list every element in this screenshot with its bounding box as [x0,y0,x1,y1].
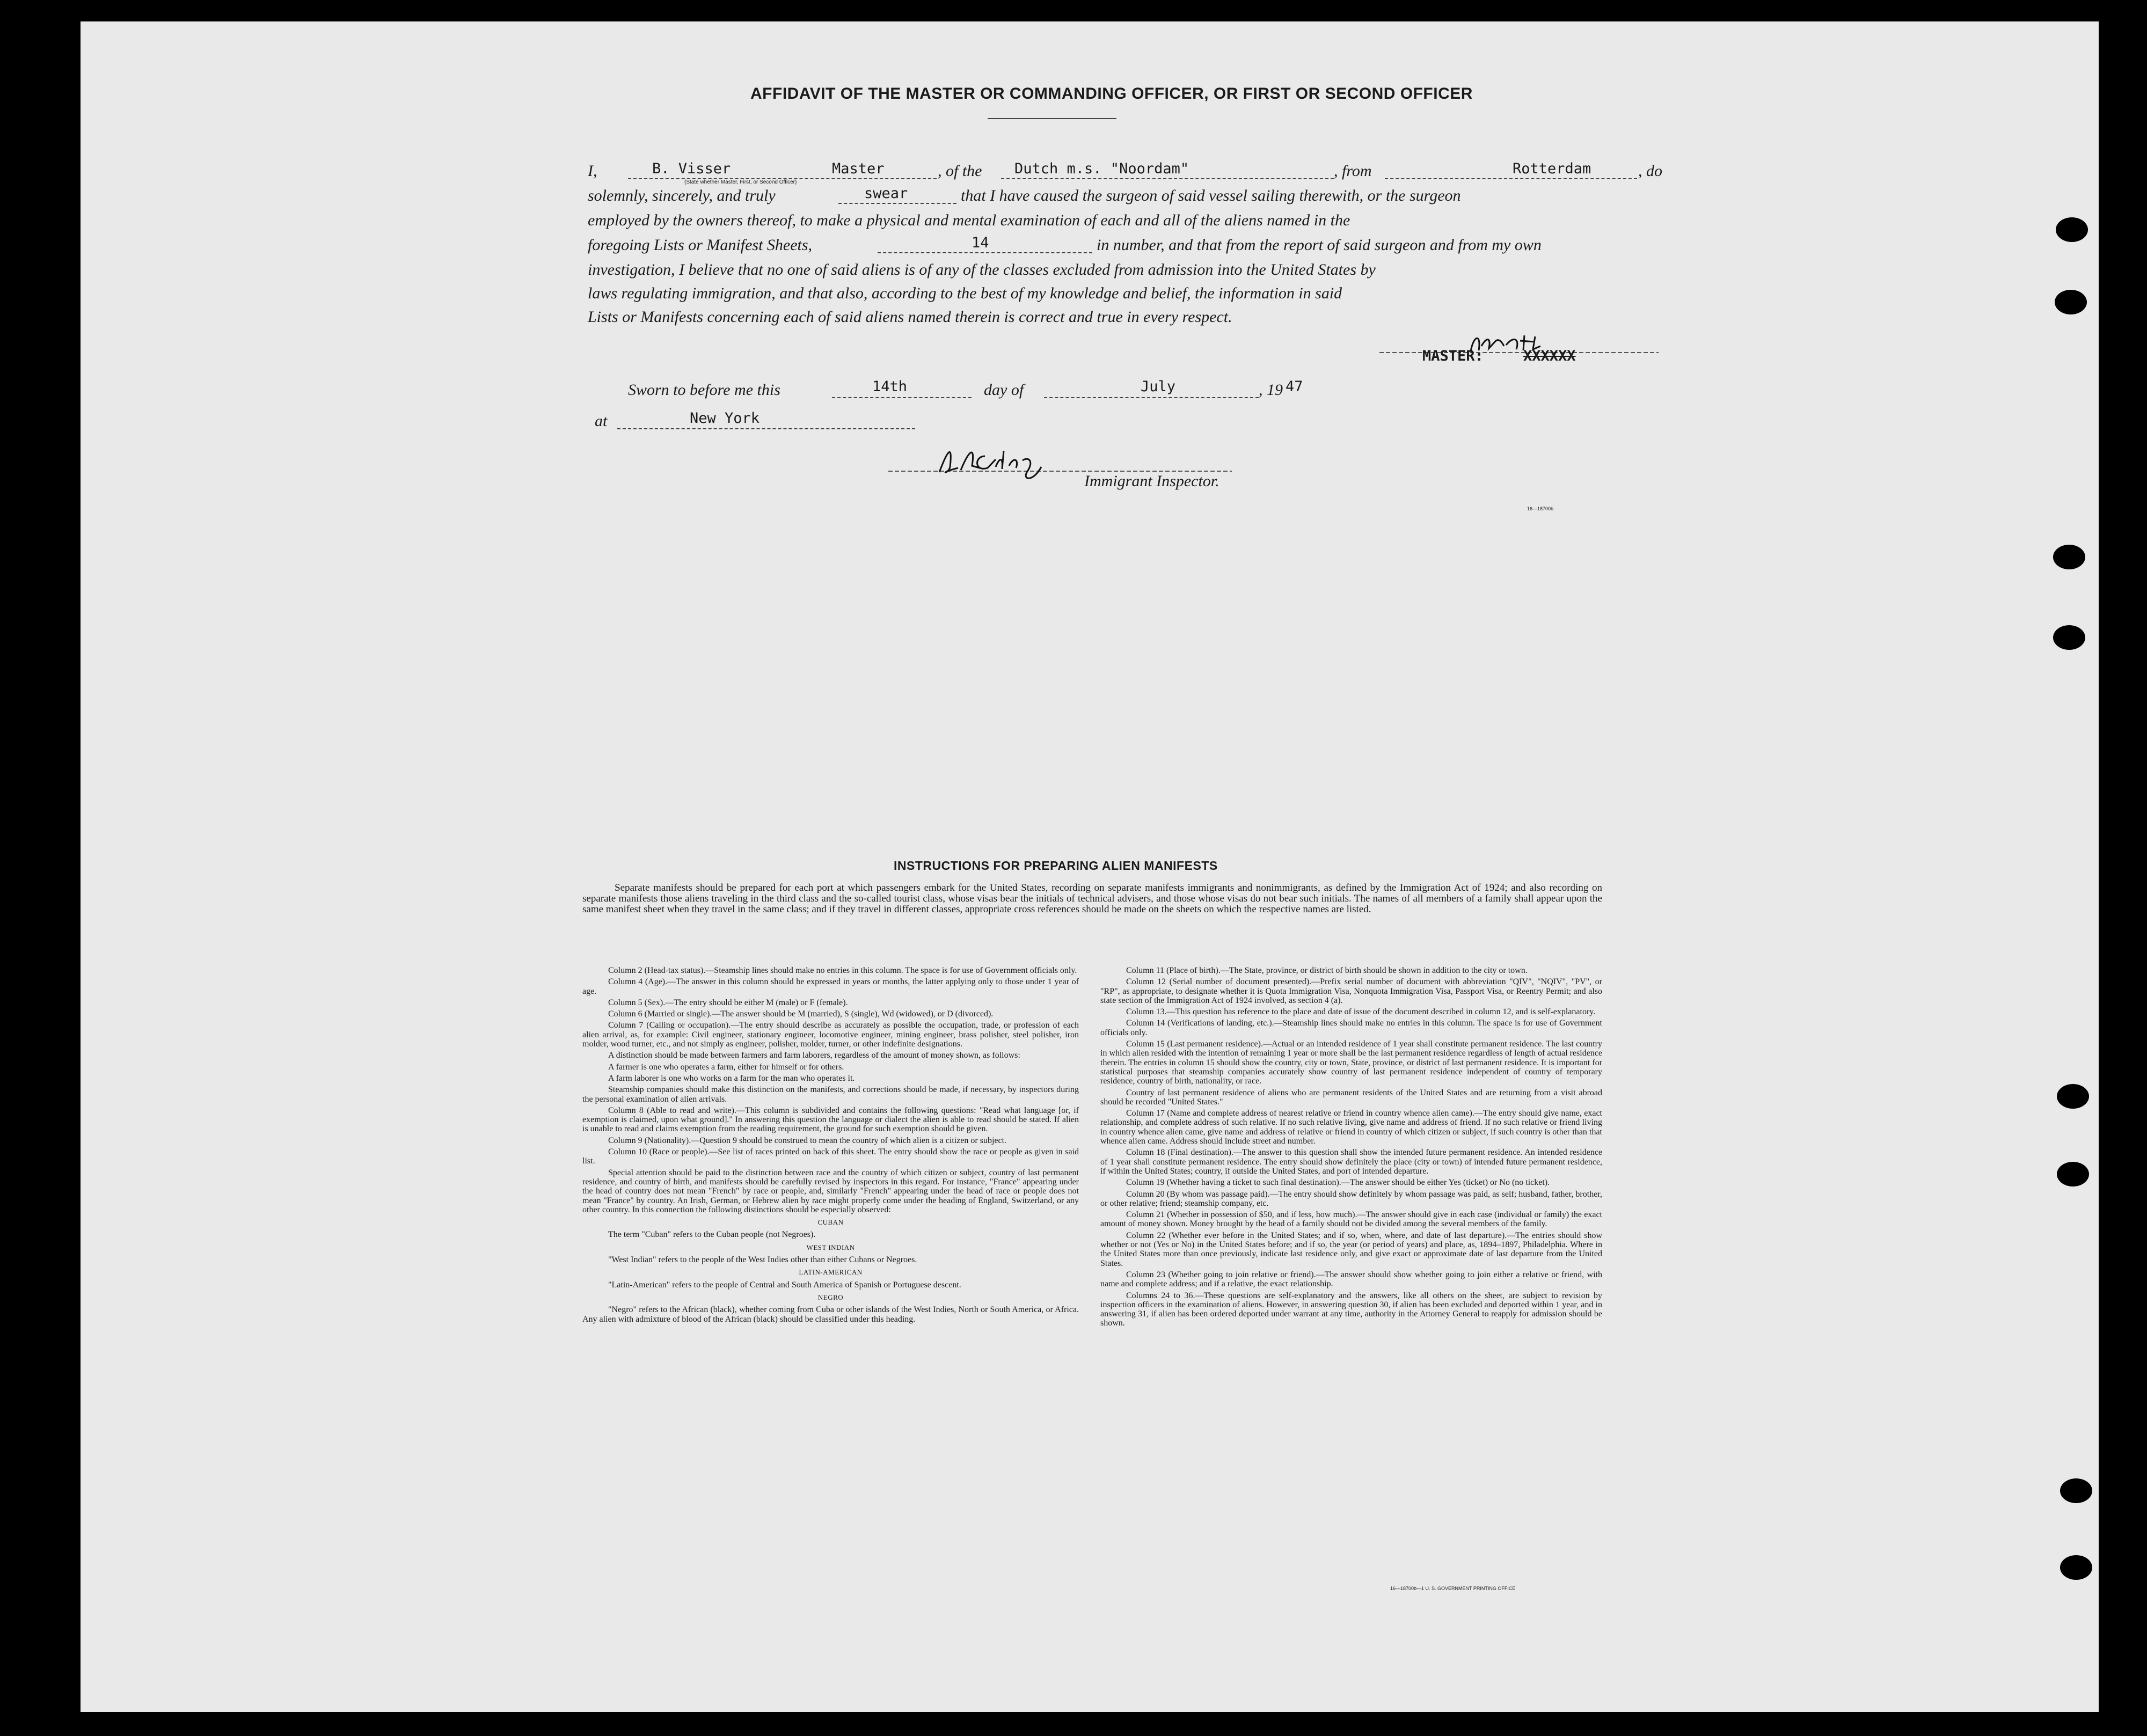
sworn-month: July [1141,378,1176,395]
line2-pre: solemnly, sincerely, and truly [588,187,776,204]
oath-word: swear [864,185,908,202]
master-signature [1379,330,1659,362]
punch-hole [2053,625,2085,650]
punch-hole [2057,1084,2089,1109]
instruction-paragraph: Column 10 (Race or people).—See list of races printed on back of this sheet. The entry should show the race or people as given in said list. [582,1147,1079,1166]
sworn-year-suffix: 47 [1286,378,1303,395]
sworn-day: 14th [872,378,908,395]
instructions-intro: Separate manifests should be prepared for each port at which passengers embark for the United States, recording on separate manifests immigrants and nonimmigrants, as defined by the Immigration Act of 1924; and also recording on separate manifests those aliens traveling in the third class and the so-called tourist class, whose visas bear the initials of technical advisers, and those whose visas do not bear such initials. The names of all members of a family shall appear upon the same manifest sheet when they travel in the same class; and if they travel in different classes, appropriate cross references should be made on the sheets on which the respective names are listed. [582,882,1602,915]
of-the-label: , of the [938,162,982,180]
oath-field-line [838,203,956,204]
instruction-paragraph: Country of last permanent residence of aliens who are permanent residents of the United States and are returning from a visit abroad should be recorded "United States." [1100,1088,1602,1107]
document-page [81,21,2099,1712]
place-field-line [617,428,915,429]
day-field-line [832,397,972,398]
master-label: MASTER: [1422,348,1484,364]
section-heading: WEST INDIAN [806,1243,855,1251]
struck-title: XXXXXX [1523,348,1576,364]
instructions-left-column [582,966,1079,1326]
line6: laws regulating immigration, and that also, according to the best of my knowledge and belief, the information in said [588,284,1342,302]
line5: investigation, I believe that no one of said aliens is of any of the classes excluded from admission into the United States by [588,261,1376,279]
line3: employed by the owners thereof, to make a physical and mental examination of each and all of the aliens named in the [588,211,1350,229]
instruction-paragraph: Column 5 (Sex).—The entry should be either M (male) or F (female). [608,998,848,1007]
instruction-paragraph: Special attention should be paid to the distinction between race and the country of which citizen or subject, country of last permanent residence, and country of birth, and manifests should be carefully revised by inspectors in this regard. For instance, "France" appearing under the head of country does not mean "French" by race or people, and, similarly "French" appearing under the head of race or people does not mean "France" by country. An Irish, German, or Hebrew alien by race might properly come under the heading of England, Switzerland, or any other country. In this connection the following distinctions should be especially observed: [582,1168,1079,1214]
instruction-paragraph: Column 8 (Able to read and write).—This column is subdivided and contains the following questions: "Read what language [or, if exemption is claimed, upon what ground]." In answering this question the language or dialect the alien is able to read should be stated. If alien is unable to read and claims exemption from the reading requirement, the ground for such exemption should be given. [582,1105,1079,1134]
instruction-paragraph: A farmer is one who operates a farm, either for himself or for others. [608,1062,844,1072]
instruction-paragraph: Columns 24 to 36.—These questions are self-explanatory and the answers, like all others on the sheet, are subject to revision by inspection officers in the examination of aliens. However, in answering question 30, if alien has been excluded and deported within 1 year, and in answering 31, if alien has been ordered deported under warrant at any time, authority in the Attorney General to reapply for admission should be shown. [1100,1291,1602,1328]
instruction-paragraph: Column 20 (By whom was passage paid).—The entry should show definitely by whom passage was paid, as self; husband, father, brother, or other relative; friend; steamship company, etc. [1100,1189,1602,1208]
affidavit-title: AFFIDAVIT OF THE MASTER OR COMMANDING OFFICER, OR FIRST OR SECOND OFFICER [750,85,1473,102]
from-label: , from [1334,162,1372,180]
instruction-paragraph: "Latin-American" refers to the people of Central and South America of Spanish or Portuguese descent. [608,1280,961,1290]
section-heading: CUBAN [817,1218,844,1227]
instruction-paragraph: "West Indian" refers to the people of the West Indies other than either Cubans or Negroes. [608,1255,917,1265]
master-name: B. Visser [652,160,731,177]
vessel-field-line [1001,178,1334,179]
punch-hole [2060,1478,2092,1503]
rank-note: (State whether Master, First, or Second Officer) [684,179,797,185]
punch-hole [2055,290,2087,314]
instruction-paragraph: Column 21 (Whether in possession of $50, and if less, how much).—The answer should give in each case (individual or family) the exact amount of money shown. Money brought by the head of a family should not be divided among the several members of the family. [1100,1210,1602,1229]
affidavit-i: I, [588,162,597,180]
instruction-paragraph: "Negro" refers to the African (black), whether coming from Cuba or other islands of the West Indies, North or South America, or Africa. Any alien with admixture of blood of the African (black) should be classified under this heading. [582,1305,1079,1324]
instruction-paragraph: Column 17 (Name and complete address of nearest relative or friend in country whence alien came).—The entry should give name, exact relationship, and complete address of such relative. If no such relative living, give name and address of friend. If no such relative or friend living in country whence alien came, give name and address of relative or friend in country of which citizen or subject, if such country is other than that whence alien came. Address should include street and number. [1100,1109,1602,1146]
punch-hole [2060,1555,2092,1580]
punch-hole [2053,545,2085,569]
form-number: 16—18700b [1527,506,1554,511]
instruction-paragraph: A distinction should be made between farmers and farm laborers, regardless of the amount of money shown, as follows: [608,1051,1020,1060]
printing-office-footer: 16—18700b—1 U. S. GOVERNMENT PRINTING OFFICE [1390,1586,1516,1591]
instruction-paragraph: Column 9 (Nationality).—Question 9 should be construed to mean the country of which alien is a citizen or subject. [608,1136,1007,1145]
month-field-line [1044,397,1259,398]
instruction-paragraph: Column 18 (Final destination).—The answer to this question shall show the intended future permanent residence. An intended residence of 1 year shall constitute permanent residence. The entry should show definitely the place (city or town) of intended future permanent residence, if within the United States; country, if outside the United States, and port of intended departure. [1100,1148,1602,1176]
master-rank: Master [832,160,885,177]
instruction-paragraph: Column 4 (Age).—The answer in this column should be expressed in years or months, the latter applying only to those under 1 year of age. [582,977,1079,996]
instruction-paragraph: The term "Cuban" refers to the Cuban people (not Negroes). [608,1230,816,1240]
sworn-place: New York [690,410,760,427]
sheet-count: 14 [972,235,989,251]
instruction-paragraph: Column 23 (Whether going to join relative or friend).—The answer should show whether going to join either a relative or friend, with name and complete address; and if a relative, the exact relationship. [1100,1270,1602,1289]
sworn-pre: Sworn to before me this [628,381,780,399]
instruction-paragraph: Column 2 (Head-tax status).—Steamship lines should make no entries in this column. The space is for use of Government officials only. [608,966,1077,975]
punch-hole [2056,217,2088,242]
inspector-label: Immigrant Inspector. [1084,472,1219,490]
instruction-paragraph: Column 14 (Verifications of landing, etc.).—Steamship lines should make no entries in this column. The space is for use of Government officials only. [1100,1019,1602,1037]
instruction-paragraph: Column 6 (Married or single).—The answer should be M (married), S (single), Wd (widowed), or D (divorced). [608,1009,994,1019]
year-prefix: , 19 [1259,381,1283,399]
departure-port: Rotterdam [1513,160,1591,177]
instruction-paragraph: Column 19 (Whether having a ticket to such final destination).—The answer should be either Yes (ticket) or No (no ticket). [1126,1178,1550,1188]
instruction-paragraph: Column 22 (Whether ever before in the United States; and if so, when, where, and date of last departure).—The entries should show whether or not (Yes or No) in the United States before; and if so, the year (or period of years) and place, as, 1894–1897, Philadelphia. Where in the United States more than once previously, indicate last residence only, and give exact or approximate date of last departure from the United States. [1100,1230,1602,1268]
title-rule [988,118,1116,119]
port-field-line [1385,178,1637,179]
punch-hole [2057,1162,2089,1186]
day-of-label: day of [984,381,1024,399]
line7: Lists or Manifests concerning each of said aliens named therein is correct and true in every respect. [588,308,1232,326]
line4-pre: foregoing Lists or Manifest Sheets, [588,236,813,254]
line2-post: that I have caused the surgeon of said vessel sailing therewith, or the surgeon [961,187,1461,204]
instruction-paragraph: Column 13.—This question has reference to the place and date of issue of the document described in column 12, and is self-explanatory. [1126,1007,1596,1017]
instruction-paragraph: Steamship companies should make this distinction on the manifests, and corrections should be made, if necessary, by inspectors during the personal examination of alien arrivals. [582,1085,1079,1104]
instruction-paragraph: A farm laborer is one who works on a farm for the man who operates it. [608,1073,855,1083]
sheets-field-line [878,252,1092,253]
line4-post: in number, and that from the report of said surgeon and from my own [1097,236,1542,254]
instruction-paragraph: Column 7 (Calling or occupation).—The entry should describe as accurately as possible the occupation, trade, or profession of each alien arrival, as, for example: Civil engineer, stationary engineer, locomotive engineer, mining engineer, brass polisher, steel polisher, iron molder, wood turner, etc., and not simply as engineer, polisher, molder, turner, or other indefinite designations. [582,1021,1079,1049]
section-heading: NEGRO [817,1293,844,1301]
vessel-name: Dutch m.s. "Noordam" [1014,160,1189,177]
instructions-title: INSTRUCTIONS FOR PREPARING ALIEN MANIFESTS [894,859,1218,873]
at-label: at [595,412,608,430]
instruction-paragraph: Column 11 (Place of birth).—The State, province, or district of birth should be shown in addition to the city or town. [1126,966,1528,975]
do-label: , do [1638,162,1662,180]
instruction-paragraph: Column 15 (Last permanent residence).—Actual or an intended residence of 1 year shall constitute permanent residence. The last country in which alien resided with the intention of remaining 1 year or more shall be the last permanent residence regardless of length of actual residence therein. The entries in column 15 should show the country, city or town, State, province, or district of last permanent residence. It is important for statistical purposes that steamship companies accurately show country of last permanent residence independent of country of temporary residence, country of birth, nationality, or race. [1100,1039,1602,1086]
instructions-right-column [1100,966,1602,1330]
section-heading: LATIN-AMERICAN [799,1268,863,1277]
instruction-paragraph: Column 12 (Serial number of document presented).—Prefix serial number of document with abbreviation "QIV", "NQIV", "PV", or "RP", as appropriate, to designate whether it is Quota Immigration Visa, Nonquota Immigration Visa, Passport Visa, or Reentry Permit; and also state section of the Immigration Act of 1924 involved, as section 4 (a). [1100,977,1602,1005]
